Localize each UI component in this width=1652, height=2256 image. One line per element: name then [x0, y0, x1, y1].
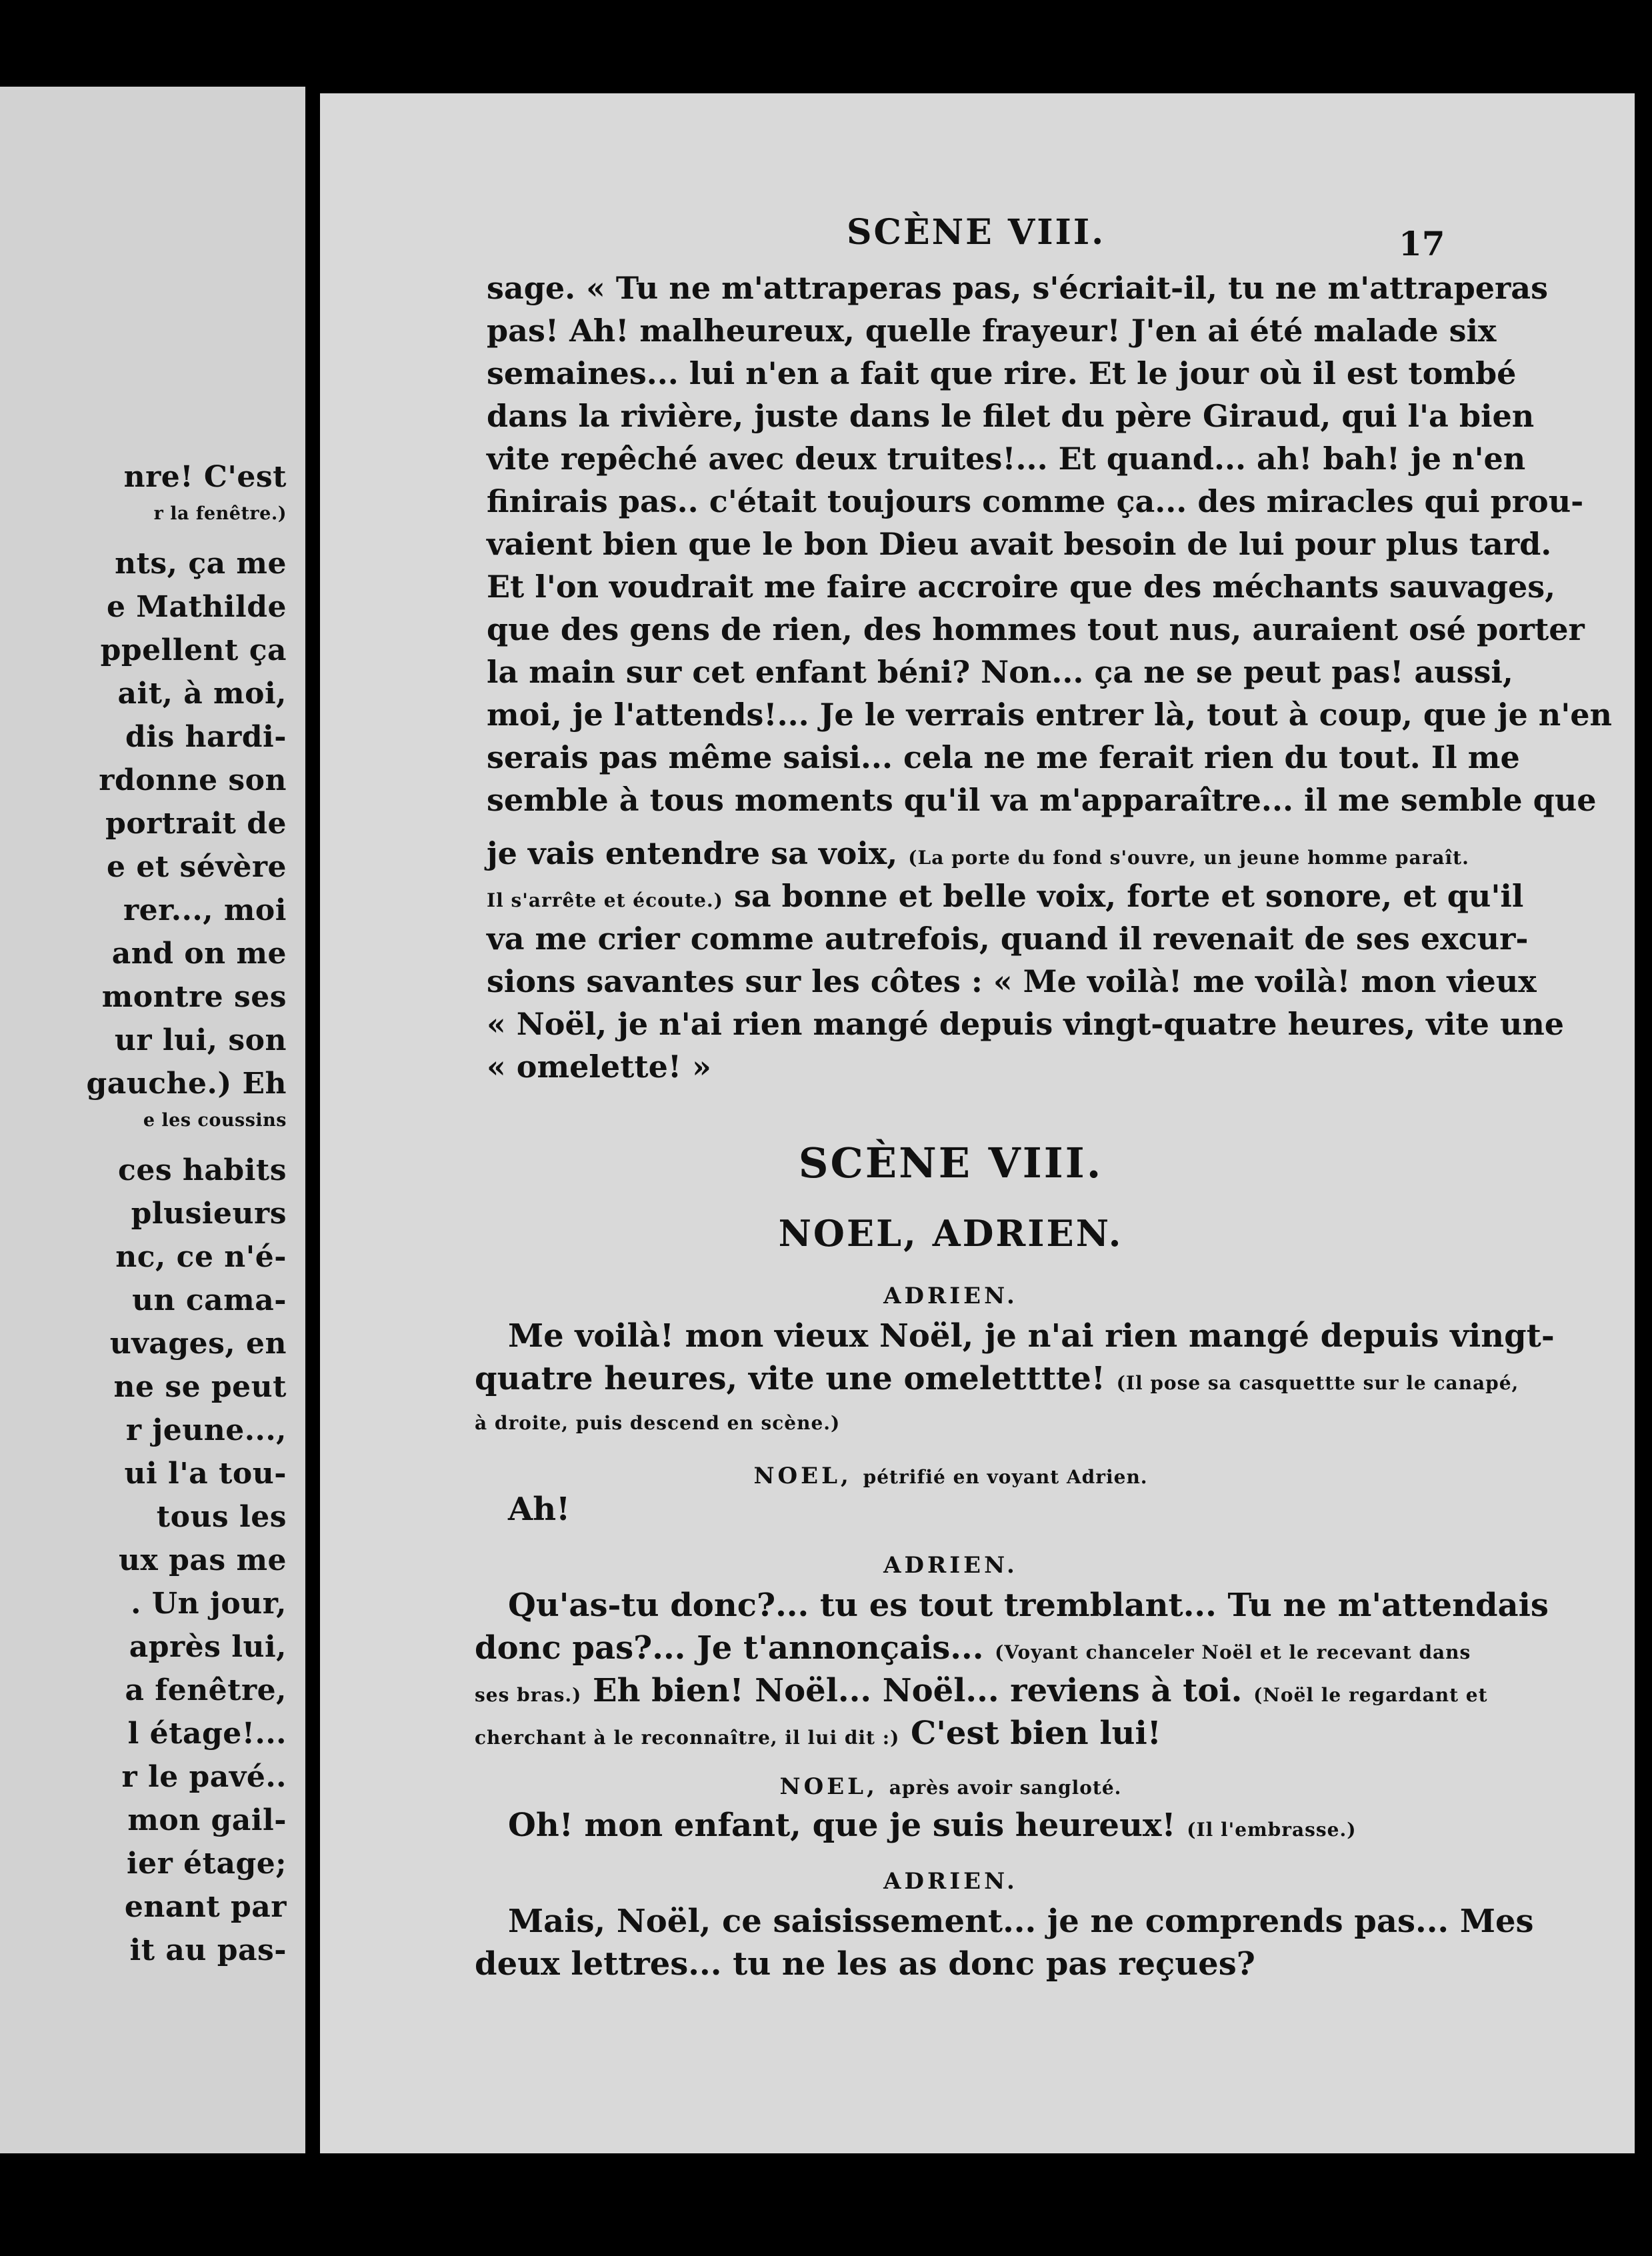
- left-page-line: enant par: [124, 1890, 287, 1924]
- left-page-line: mon gail-: [127, 1803, 287, 1837]
- dialogue-text: Eh bien! Noël... Noël... reviens à toi.: [593, 1672, 1243, 1709]
- monologue-line: la main sur cet enfant béni? Non... ça ne se peut pas! aussi,: [487, 654, 1513, 690]
- speaker-name: NOEL,: [753, 1463, 852, 1489]
- left-page-line: ne se peut: [113, 1370, 287, 1404]
- left-page-line: ces habits: [118, 1153, 287, 1187]
- left-page-line: ur lui, son: [114, 1023, 287, 1057]
- left-page-line: r le pavé..: [121, 1760, 287, 1794]
- monologue-line: vite repêché avec deux truites!... Et quand... ah! bah! je n'en: [487, 441, 1526, 477]
- monologue-line: sage. « Tu ne m'attraperas pas, s'écriait-il, tu ne m'attraperas: [487, 270, 1548, 306]
- speaker-name: ADRIEN.: [883, 1868, 1018, 1895]
- left-page-line: a fenêtre,: [125, 1673, 287, 1707]
- left-page-line: portrait de: [105, 807, 287, 841]
- left-page-line: gauche.) Eh: [86, 1067, 287, 1101]
- stage-direction: (Il pose sa casquettte sur le canapé,: [1116, 1372, 1519, 1394]
- monologue-line: vaient bien que le bon Dieu avait besoin de lui pour plus tard.: [487, 526, 1552, 562]
- stage-direction: (La porte du fond s'ouvre, un jeune homme paraît.: [908, 847, 1469, 869]
- character-list: NOEL, ADRIEN.: [778, 1212, 1123, 1255]
- left-page-line: e et sévère: [107, 850, 287, 884]
- left-page-line: e Mathilde: [106, 590, 287, 624]
- left-page-line: ier étage;: [126, 1847, 287, 1881]
- left-page-line: montre ses: [101, 980, 287, 1014]
- dialogue-text: Oh! mon enfant, que je suis heureux!: [508, 1807, 1176, 1844]
- left-page-line: ait, à moi,: [117, 677, 287, 711]
- monologue-line: « omelette! »: [487, 1049, 711, 1085]
- dialogue-line: [475, 1669, 1488, 1717]
- speaker-name: NOEL,: [779, 1773, 878, 1800]
- dialogue-line: [475, 1627, 1471, 1674]
- left-page-line: and on me: [111, 937, 287, 971]
- dialogue-text: quatre heures, vite une omeletttte!: [475, 1360, 1105, 1397]
- monologue-line: sions savantes sur les côtes : « Me voilà! me voilà! mon vieux: [487, 963, 1537, 999]
- speaker-heading: [0, 1463, 1652, 1489]
- left-page-line: rer..., moi: [123, 893, 287, 927]
- monologue-line: [487, 832, 1469, 879]
- dialogue-line: Mais, Noël, ce saisissement... je ne comprends pas... Mes: [508, 1903, 1534, 1940]
- left-page-line: nc, ce n'é-: [115, 1240, 287, 1274]
- stage-direction: (Noël le regardant et: [1253, 1684, 1488, 1706]
- stage-direction: cherchant à le reconnaître, il lui dit :): [475, 1727, 900, 1749]
- monologue-line: moi, je l'attends!... Je le verrais entrer là, tout à coup, que je n'en: [487, 697, 1612, 733]
- monologue-line: Et l'on voudrait me faire accroire que des méchants sauvages,: [487, 569, 1556, 605]
- left-page-line: l étage!...: [127, 1717, 287, 1751]
- left-page-line: nre! C'est: [123, 460, 287, 494]
- monologue-line: va me crier comme autrefois, quand il revenait de ses excur-: [487, 921, 1529, 957]
- monologue-line: dans la rivière, juste dans le filet du père Giraud, qui l'a bien: [487, 398, 1535, 434]
- dialogue-line: [475, 1397, 1421, 1445]
- speaker-note: pétrifié en voyant Adrien.: [863, 1466, 1148, 1488]
- dialogue-text: donc pas?... Je t'annonçais...: [475, 1629, 984, 1667]
- monologue-line: finirais pas.. c'était toujours comme ça... des miracles qui prou-: [487, 483, 1584, 519]
- monologue-line: [487, 875, 1524, 922]
- left-page-line: rdonne son: [99, 763, 287, 797]
- left-page-line: nts, ça me: [115, 547, 287, 581]
- dialogue-text: C'est bien lui!: [911, 1715, 1161, 1752]
- dialogue-line: [475, 1712, 1421, 1759]
- left-page: [0, 87, 305, 2153]
- left-page-line: ux pas me: [119, 1543, 287, 1577]
- stage-direction: (Voyant chanceler Noël et le recevant dans: [995, 1641, 1471, 1663]
- monologue-line: pas! Ah! malheureux, quelle frayeur! J'en ai été malade six: [487, 313, 1497, 349]
- left-page-line: dis hardi-: [125, 720, 287, 754]
- monologue-line: que des gens de rien, des hommes tout nus, auraient osé porter: [487, 611, 1585, 647]
- stage-direction: (Il l'embrasse.): [1187, 1819, 1357, 1841]
- monologue-line: semaines... lui n'en a fait que rire. Et le jour où il est tombé: [487, 355, 1517, 391]
- monologue-line: serais pas même saisi... cela ne me ferait rien du tout. Il me: [487, 739, 1520, 775]
- left-page-line: après lui,: [129, 1630, 287, 1664]
- page-number: 17: [1399, 224, 1445, 263]
- speaker-name: ADRIEN.: [883, 1283, 1018, 1309]
- left-page-line: uvages, en: [109, 1327, 287, 1361]
- left-page-line: plusieurs: [131, 1197, 287, 1231]
- left-page-line: tous les: [156, 1500, 287, 1534]
- monologue-text: sa bonne et belle voix, forte et sonore, et qu'il: [733, 878, 1524, 914]
- speaker-note: après avoir sangloté.: [889, 1777, 1122, 1799]
- left-page-line: e les coussins: [143, 1110, 287, 1131]
- dialogue-line: Ah!: [508, 1491, 571, 1528]
- left-page-line: ppellent ça: [100, 633, 287, 667]
- left-page-line: . Un jour,: [131, 1587, 287, 1621]
- speaker-heading: [0, 1773, 1652, 1800]
- dialogue-line: Qu'as-tu donc?... tu es tout tremblant... Tu ne m'attendais: [508, 1587, 1549, 1624]
- dialogue-line: deux lettres... tu ne les as donc pas reçues?: [475, 1945, 1255, 1983]
- dialogue-line: Me voilà! mon vieux Noël, je n'ai rien mangé depuis vingt-: [508, 1317, 1555, 1355]
- left-page-line: un cama-: [132, 1283, 287, 1317]
- monologue-text: je vais entendre sa voix,: [487, 835, 898, 871]
- stage-direction: Il s'arrête et écoute.): [487, 889, 723, 911]
- stage-direction: à droite, puis descend en scène.): [475, 1412, 841, 1434]
- left-page-line: r jeune...,: [125, 1413, 287, 1447]
- page-gutter: [305, 93, 320, 2160]
- scene-title: SCÈNE VIII.: [798, 1139, 1103, 1187]
- dialogue-line: [475, 1804, 1421, 1851]
- running-header: SCÈNE VIII.: [847, 212, 1106, 253]
- monologue-line: semble à tous moments qu'il va m'apparaître... il me semble que: [487, 782, 1597, 818]
- left-page-line: it au pas-: [129, 1933, 287, 1967]
- left-page-line: ui l'a tou-: [124, 1457, 287, 1491]
- left-page-line: r la fenêtre.): [153, 503, 287, 524]
- speaker-name: ADRIEN.: [883, 1552, 1018, 1579]
- monologue-line: « Noël, je n'ai rien mangé depuis vingt-quatre heures, vite une: [487, 1006, 1565, 1042]
- stage-direction: ses bras.): [475, 1684, 582, 1706]
